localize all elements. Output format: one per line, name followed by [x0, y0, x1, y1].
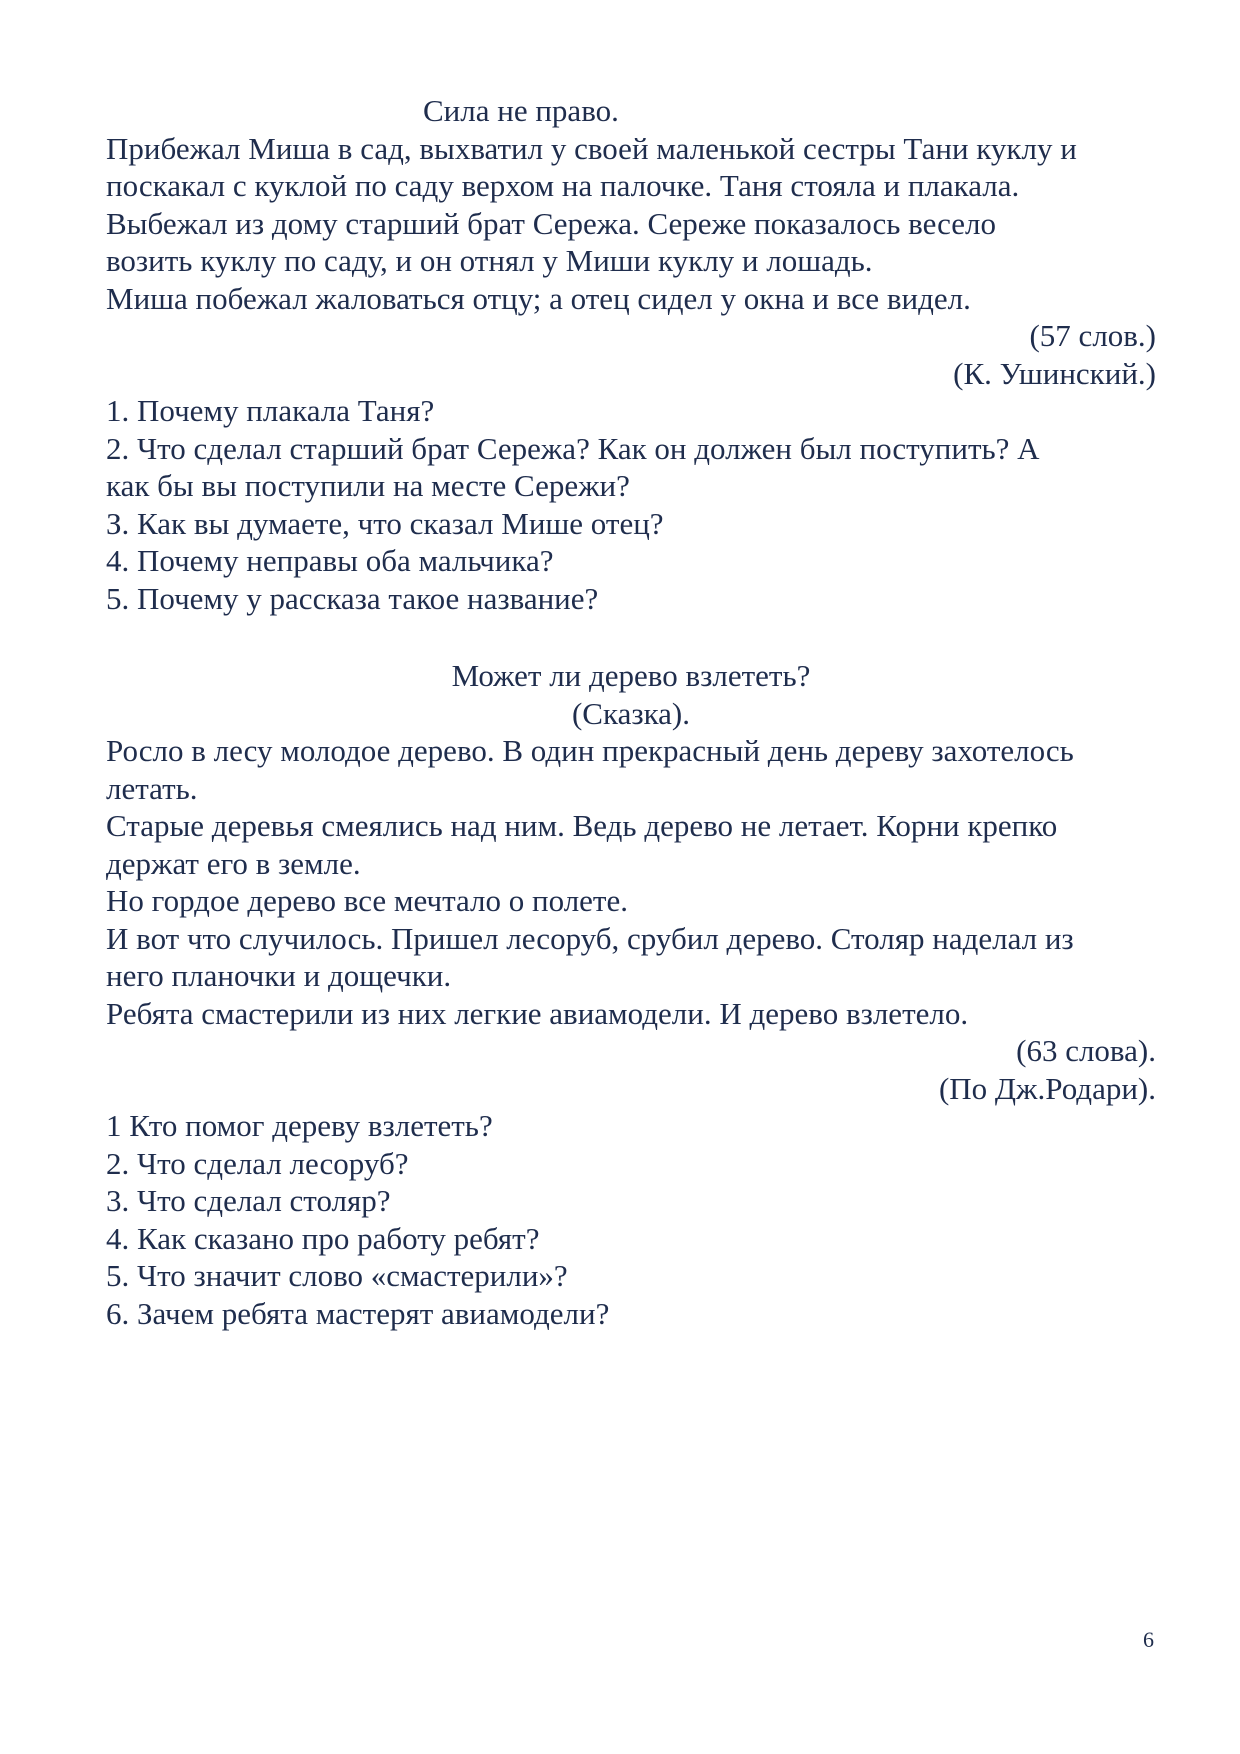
story-line: И вот что случилось. Пришел лесоруб, срубил дерево. Столяр наделал из — [106, 920, 1074, 956]
story-line: Но гордое дерево все мечтало о полете. — [106, 883, 628, 918]
question-item: 6. Зачем ребята мастерят авиамодели? — [106, 1295, 610, 1331]
questions-story-1 — [106, 392, 1156, 617]
story-line: возить куклу по саду, и он отнял у Миши куклу и лошадь. — [106, 243, 873, 278]
page-number: 6 — [1143, 1627, 1154, 1652]
story-line: Прибежал Миша в сад, выхватил у своей маленькой сестры Тани куклу и — [106, 130, 1077, 166]
story-line: Старые деревья смеялись над ним. Ведь дерево не летает. Корни крепко — [106, 808, 1058, 843]
question-item: 1 Кто помог дереву взлететь? — [106, 1108, 493, 1143]
document-page — [106, 92, 1156, 1332]
story-line: держат его в земле. — [106, 845, 361, 881]
story-author: (По Дж.Родари). — [938, 1070, 1156, 1106]
story-author: (К. Ушинский.) — [953, 355, 1156, 391]
story-line: Выбежал из дому старший брат Сережа. Сереже показалось весело — [106, 205, 997, 241]
story-line: Ребята смастерили из них легкие авиамодели. И дерево взлетело. — [106, 995, 969, 1031]
story-subtitle: (Сказка). — [571, 695, 691, 731]
story-title: Может ли дерево взлететь? — [451, 658, 811, 693]
question-item: как бы вы поступили на месте Сережи? — [106, 468, 630, 503]
question-item: З. Как вы думаете, что сказал Мише отец? — [106, 505, 664, 541]
word-count: (57 слов.) — [1029, 318, 1156, 353]
story-line: поскакал с куклой по саду верхом на палочке. Таня стояла и плакала. — [106, 168, 1020, 203]
story-sila-ne-pravo — [106, 92, 1156, 392]
story-line: Росло в лесу молодое дерево. В один прекрасный день дереву захотелось — [106, 733, 1074, 768]
story-title: Сила не право. — [423, 93, 619, 128]
question-item: 1. Почему плакала Таня? — [106, 393, 435, 428]
question-item: 4. Как сказано про работу ребят? — [106, 1220, 540, 1256]
question-item: 3. Что сделал столяр? — [106, 1183, 391, 1218]
story-line: него планочки и дощечки. — [106, 958, 452, 993]
question-item: 5. Почему у рассказа такое название? — [106, 580, 599, 616]
section-spacer — [106, 617, 1156, 657]
question-item: 5. Что значит слово «смастерили»? — [106, 1258, 568, 1293]
question-item: 2. Что сделал старший брат Сережа? Как он должен был поступить? А — [106, 430, 1040, 466]
story-mozhet-li-derevo-vzletet — [106, 657, 1156, 1107]
story-line: летать. — [106, 770, 198, 806]
story-line: Миша побежал жаловаться отцу; а отец сидел у окна и все видел. — [106, 280, 971, 316]
word-count: (63 слова). — [1016, 1033, 1156, 1068]
question-item: 2. Что сделал лесоруб? — [106, 1145, 409, 1181]
questions-story-2 — [106, 1107, 1156, 1332]
question-item: 4. Почему неправы оба мальчика? — [106, 543, 554, 578]
